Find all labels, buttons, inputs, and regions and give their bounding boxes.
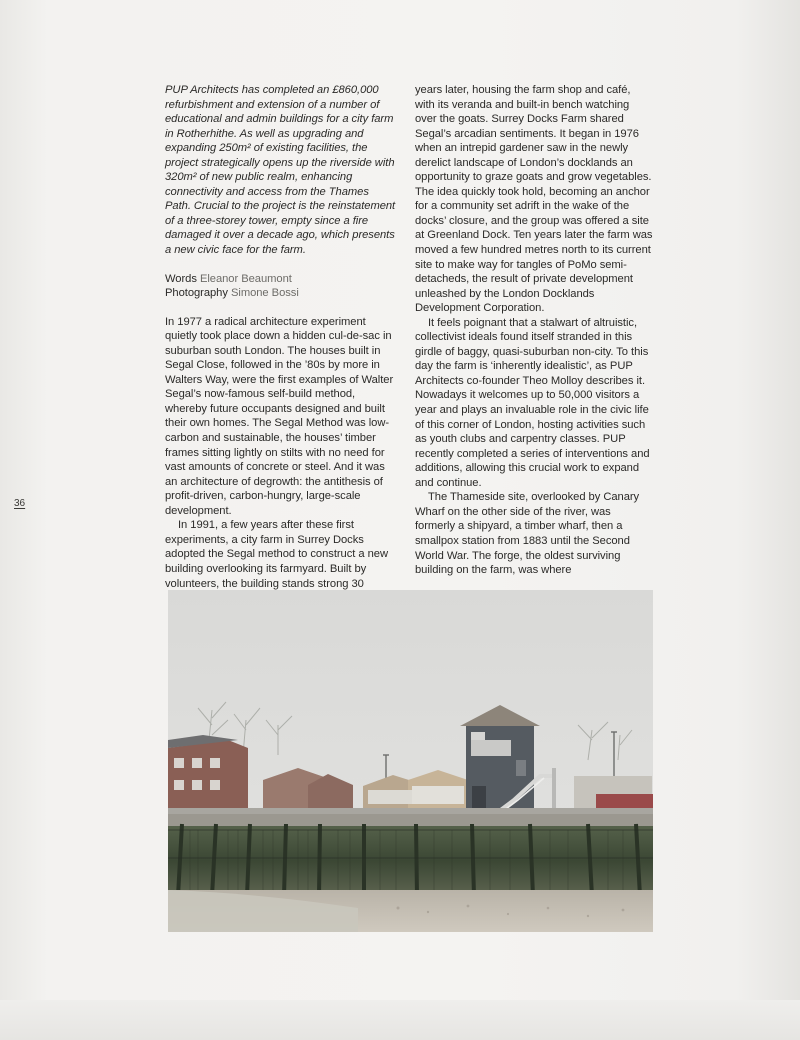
credits [165, 272, 397, 301]
photo-illustration [168, 590, 653, 932]
words-label: Words [165, 272, 197, 285]
riverside-tower-photo [168, 590, 653, 932]
quay-edge [168, 808, 653, 814]
photography-credit [165, 286, 397, 301]
body-paragraph: In 1991, a few years after these first experiments, a city farm in Surrey Docks adopted the Segal method to construct a new building overlooking its farmyard. Built by volunteers, the building stands strong 30 [165, 519, 388, 590]
page-bottom-margin [0, 1000, 800, 1040]
body-paragraph: In 1977 a radical architecture experiment quietly took place down a hidden cul-de-sac in suburban south London. The houses built in Segal Close, followed in the ’80s by more in Walters Way, were the first examples of Walter Segal’s now-famous self-build method, whereby future occupants designed and built their own homes. The Segal Method was low-carbon and sustainable, the houses’ timber frames sitting lightly on stilts with no need for vast amounts of concrete or steel. And it was an architecture of degrowth: the antithesis of profit-driven, carbon-hungry, large-scale development. [165, 315, 394, 517]
photography-label: Photography [165, 287, 228, 300]
page-number: 36 [14, 498, 26, 509]
quay-path [168, 814, 653, 826]
standfirst: PUP Architects has completed an £860,000 refurbishment and extension of a number of educational and admin buildings for a city farm in Rotherhithe. As well as upgrading and expanding 250m² of existing facilities, the project strategically opens up the riverside with 320m² of new public realm, enhancing connectivity and access from the Thames Path. Crucial to the project is the reinstatement of a three-storey tower, empty since a fire damaged it over a decade ago, which presents a new civic face for the farm. [165, 84, 396, 257]
body-paragraph: The Thameside site, overlooked by Canary Wharf on the other side of the river, was formerly a shipyard, a timber wharf, then a smallpox station from 1883 until the Second World War. The forge, the oldest surviving building on the farm, was where [415, 491, 640, 577]
body-paragraph: years later, housing the farm shop and café, with its veranda and built-in bench watching over the goats. Surrey Docks Farm shared Segal’s arcadian sentiments. It began in 1976 when an intrepid gardener saw in the newly derelict landscape of London’s docklands an opportunity to graze goats and grow vegetables. The idea quickly took hold, becoming an anchor for a community set adrift in the wake of the docks’ closure, and the group was offered a site at Greenland Dock. Ten years later the farm was moved a few hundred metres north to its current site to make way for tangles of PoMo semi-detacheds, the result of private development unleashed by the London Docklands Development Corporation. [415, 84, 653, 315]
river-wall [168, 826, 653, 896]
right-column [415, 83, 653, 578]
author-name: Eleanor Beaumont [199, 272, 292, 285]
photographer-name: Simone Bossi [230, 287, 299, 300]
words-credit [165, 272, 397, 287]
red-hedge [596, 794, 653, 810]
left-column [165, 83, 397, 591]
body-paragraph: It feels poignant that a stalwart of altruistic, collectivist ideals found itself stranded in this girdle of baggy, quasi-suburban non-city. To this day the farm is ‘inherently idealistic’, as PUP Architects co-founder Theo Molloy describes it. Nowadays it welcomes up to 50,000 visitors a year and plays an invaluable role in the civic life of this corner of London, hosting activities such as youth clubs and carpentry classes. PUP recently completed a series of interventions and additions, allowing this crucial work to expand and continue. [415, 316, 650, 489]
